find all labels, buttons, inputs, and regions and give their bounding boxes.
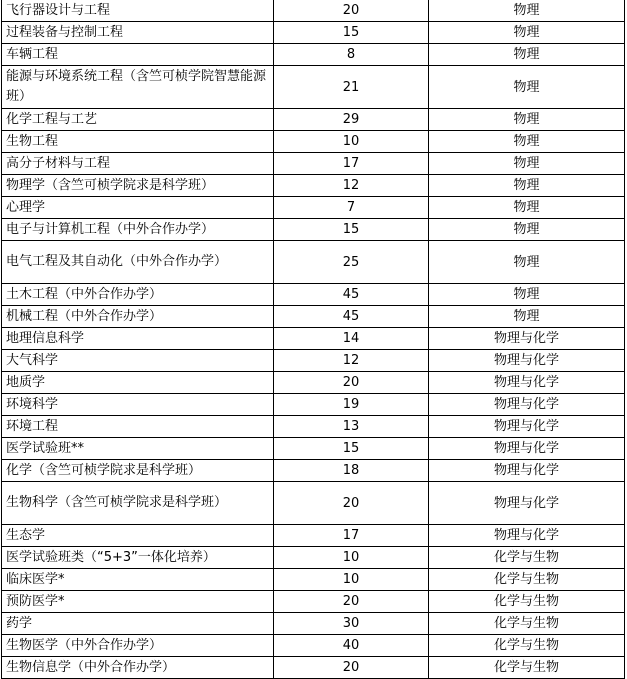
count-cell: 20 — [274, 482, 429, 525]
count-cell: 15 — [274, 22, 429, 44]
subject-cell: 物理与化学 — [429, 438, 625, 460]
table-row — [2, 197, 625, 219]
count-cell: 10 — [274, 131, 429, 153]
count-cell: 45 — [274, 306, 429, 328]
subject-cell: 物理与化学 — [429, 416, 625, 438]
count-cell: 8 — [274, 44, 429, 66]
table-row — [2, 591, 625, 613]
major-cell: 化学工程与工艺 — [2, 109, 274, 131]
major-cell: 环境工程 — [2, 416, 274, 438]
subject-cell: 物理 — [429, 197, 625, 219]
major-cell: 机械工程（中外合作办学） — [2, 306, 274, 328]
major-cell: 医学试验班类（“5+3”一体化培养） — [2, 547, 274, 569]
count-cell: 7 — [274, 197, 429, 219]
count-cell: 21 — [274, 66, 429, 109]
major-cell: 土木工程（中外合作办学） — [2, 284, 274, 306]
table-row — [2, 131, 625, 153]
major-cell: 地理信息科学 — [2, 328, 274, 350]
subject-cell: 物理 — [429, 153, 625, 175]
table-row — [2, 284, 625, 306]
count-cell: 10 — [274, 547, 429, 569]
major-cell: 环境科学 — [2, 394, 274, 416]
major-cell: 电气工程及其自动化（中外合作办学） — [2, 241, 274, 284]
table-row — [2, 44, 625, 66]
count-cell: 15 — [274, 438, 429, 460]
count-cell: 13 — [274, 416, 429, 438]
table-row — [2, 328, 625, 350]
table-row — [2, 613, 625, 635]
table-body — [2, 0, 625, 679]
major-cell: 预防医学* — [2, 591, 274, 613]
subject-cell: 化学与生物 — [429, 657, 625, 679]
major-cell: 生物工程 — [2, 131, 274, 153]
major-cell: 生物医学（中外合作办学） — [2, 635, 274, 657]
count-cell: 12 — [274, 350, 429, 372]
subject-cell: 物理与化学 — [429, 460, 625, 482]
count-cell: 29 — [274, 109, 429, 131]
table-row — [2, 22, 625, 44]
subject-cell: 化学与生物 — [429, 591, 625, 613]
subject-cell: 物理 — [429, 175, 625, 197]
table-row — [2, 547, 625, 569]
table-row — [2, 0, 625, 22]
subject-cell: 物理 — [429, 66, 625, 109]
major-cell: 地质学 — [2, 372, 274, 394]
subject-cell: 化学与生物 — [429, 635, 625, 657]
subject-cell: 物理与化学 — [429, 482, 625, 525]
table-row — [2, 241, 625, 284]
major-cell: 医学试验班** — [2, 438, 274, 460]
count-cell: 20 — [274, 657, 429, 679]
table-row — [2, 350, 625, 372]
table-row — [2, 175, 625, 197]
count-cell: 40 — [274, 635, 429, 657]
table-row — [2, 306, 625, 328]
count-cell: 12 — [274, 175, 429, 197]
count-cell: 20 — [274, 591, 429, 613]
count-cell: 14 — [274, 328, 429, 350]
subject-cell: 化学与生物 — [429, 569, 625, 591]
enrollment-table — [1, 0, 625, 679]
count-cell: 10 — [274, 569, 429, 591]
subject-cell: 化学与生物 — [429, 547, 625, 569]
table-row — [2, 460, 625, 482]
subject-cell: 物理与化学 — [429, 328, 625, 350]
table-row — [2, 525, 625, 547]
subject-cell: 物理与化学 — [429, 525, 625, 547]
major-cell: 临床医学* — [2, 569, 274, 591]
subject-cell: 物理 — [429, 22, 625, 44]
major-cell: 飞行器设计与工程 — [2, 0, 274, 22]
table-row — [2, 635, 625, 657]
count-cell: 20 — [274, 0, 429, 22]
major-cell: 电子与计算机工程（中外合作办学） — [2, 219, 274, 241]
subject-cell: 物理 — [429, 131, 625, 153]
table-row — [2, 109, 625, 131]
major-cell: 生物科学（含竺可桢学院求是科学班） — [2, 482, 274, 525]
subject-cell: 物理 — [429, 219, 625, 241]
count-cell: 17 — [274, 153, 429, 175]
table-row — [2, 394, 625, 416]
subject-cell: 物理 — [429, 0, 625, 22]
subject-cell: 物理 — [429, 44, 625, 66]
major-cell: 化学（含竺可桢学院求是科学班） — [2, 460, 274, 482]
major-cell: 车辆工程 — [2, 44, 274, 66]
subject-cell: 物理 — [429, 109, 625, 131]
table-row — [2, 372, 625, 394]
major-cell: 生物信息学（中外合作办学） — [2, 657, 274, 679]
count-cell: 15 — [274, 219, 429, 241]
major-cell: 物理学（含竺可桢学院求是科学班） — [2, 175, 274, 197]
major-cell: 大气科学 — [2, 350, 274, 372]
major-cell: 生态学 — [2, 525, 274, 547]
subject-cell: 化学与生物 — [429, 613, 625, 635]
count-cell: 20 — [274, 372, 429, 394]
subject-cell: 物理与化学 — [429, 350, 625, 372]
table-row — [2, 219, 625, 241]
table-row — [2, 569, 625, 591]
table-row — [2, 66, 625, 109]
subject-cell: 物理 — [429, 241, 625, 284]
count-cell: 18 — [274, 460, 429, 482]
count-cell: 25 — [274, 241, 429, 284]
major-cell: 过程装备与控制工程 — [2, 22, 274, 44]
subject-cell: 物理与化学 — [429, 372, 625, 394]
subject-cell: 物理 — [429, 306, 625, 328]
major-cell: 高分子材料与工程 — [2, 153, 274, 175]
table-row — [2, 416, 625, 438]
table-row — [2, 153, 625, 175]
count-cell: 30 — [274, 613, 429, 635]
count-cell: 17 — [274, 525, 429, 547]
table-row — [2, 657, 625, 679]
count-cell: 45 — [274, 284, 429, 306]
major-cell: 心理学 — [2, 197, 274, 219]
major-cell: 能源与环境系统工程（含竺可桢学院智慧能源班） — [2, 66, 274, 109]
table-row — [2, 438, 625, 460]
count-cell: 19 — [274, 394, 429, 416]
major-cell: 药学 — [2, 613, 274, 635]
subject-cell: 物理 — [429, 284, 625, 306]
subject-cell: 物理与化学 — [429, 394, 625, 416]
table-row — [2, 482, 625, 525]
